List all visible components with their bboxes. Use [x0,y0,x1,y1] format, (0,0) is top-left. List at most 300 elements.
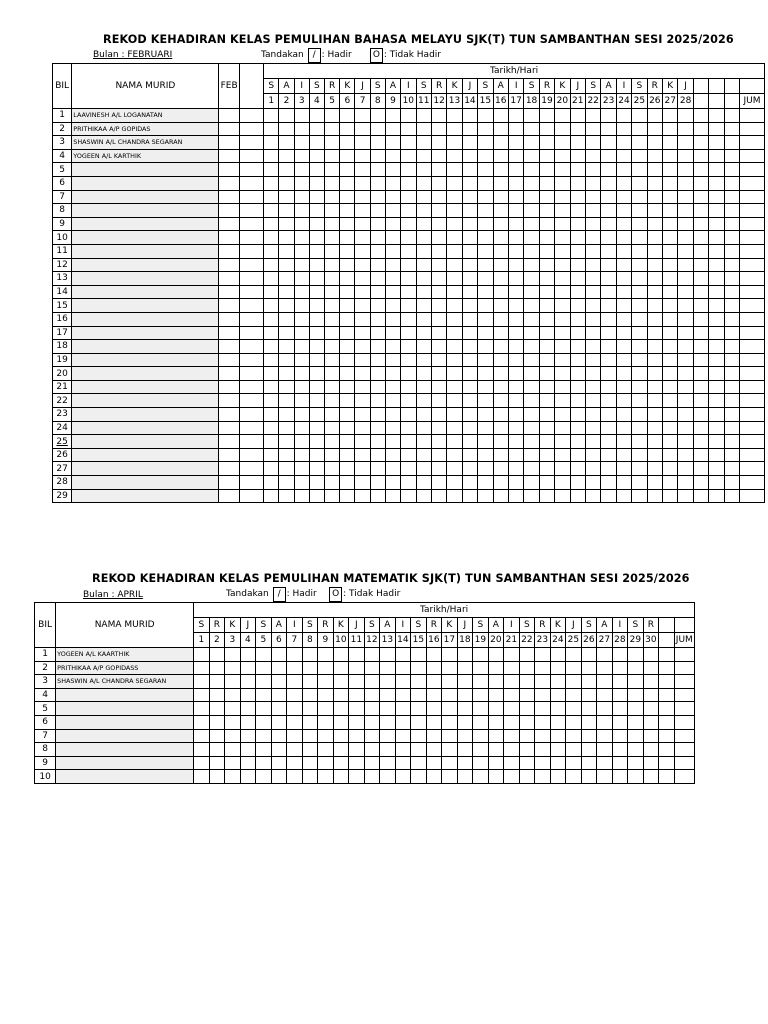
attendance-cell[interactable] [508,489,523,503]
attendance-cell[interactable] [678,244,693,258]
attendance-cell[interactable] [601,109,616,123]
attendance-cell[interactable] [401,163,416,177]
attendance-cell[interactable] [709,340,724,354]
attendance-cell[interactable] [370,285,385,299]
attendance-cell[interactable] [370,272,385,286]
attendance-cell[interactable] [431,435,446,449]
attendance-cell[interactable] [457,675,473,689]
attendance-cell[interactable] [539,285,554,299]
attendance-cell[interactable] [349,770,365,784]
attendance-cell[interactable] [401,394,416,408]
attendance-cell[interactable] [447,258,462,272]
attendance-cell[interactable] [628,661,644,675]
attendance-cell[interactable] [364,675,380,689]
attendance-cell[interactable] [632,190,647,204]
attendance-cell[interactable] [616,367,631,381]
attendance-cell[interactable] [693,408,708,422]
attendance-cell[interactable] [643,743,659,757]
attendance-cell[interactable] [550,715,566,729]
attendance-cell[interactable] [643,661,659,675]
attendance-cell[interactable] [570,380,585,394]
attendance-cell[interactable] [447,163,462,177]
attendance-cell[interactable] [395,688,411,702]
attendance-cell[interactable] [325,421,340,435]
attendance-cell[interactable] [628,702,644,716]
attendance-cell[interactable] [678,258,693,272]
attendance-cell[interactable] [225,702,241,716]
attendance-cell[interactable] [264,299,279,313]
attendance-cell[interactable] [294,489,309,503]
attendance-cell[interactable] [370,394,385,408]
attendance-cell[interactable] [693,244,708,258]
attendance-cell[interactable] [508,299,523,313]
attendance-cell[interactable] [616,353,631,367]
attendance-cell[interactable] [385,244,400,258]
attendance-cell[interactable] [612,702,628,716]
attendance-cell[interactable] [271,661,287,675]
attendance-cell[interactable] [524,326,539,340]
attendance-cell[interactable] [585,312,600,326]
attendance-cell[interactable] [632,353,647,367]
attendance-cell[interactable] [385,190,400,204]
attendance-cell[interactable] [401,353,416,367]
attendance-cell[interactable] [647,367,662,381]
attendance-cell[interactable] [294,231,309,245]
attendance-cell[interactable] [385,312,400,326]
attendance-cell[interactable] [264,462,279,476]
attendance-cell[interactable] [693,476,708,490]
attendance-cell[interactable] [566,715,582,729]
attendance-cell[interactable] [555,149,570,163]
attendance-cell[interactable] [612,688,628,702]
attendance-cell[interactable] [663,136,678,150]
attendance-cell[interactable] [240,702,256,716]
attendance-cell[interactable] [447,489,462,503]
attendance-cell[interactable] [647,340,662,354]
attendance-cell[interactable] [385,217,400,231]
attendance-cell[interactable] [535,675,551,689]
attendance-cell[interactable] [355,340,370,354]
attendance-cell[interactable] [385,109,400,123]
attendance-cell[interactable] [678,163,693,177]
attendance-cell[interactable] [264,136,279,150]
attendance-cell[interactable] [401,244,416,258]
attendance-cell[interactable] [539,340,554,354]
attendance-cell[interactable] [539,394,554,408]
attendance-cell[interactable] [601,435,616,449]
attendance-cell[interactable] [325,258,340,272]
attendance-cell[interactable] [678,408,693,422]
attendance-cell[interactable] [431,204,446,218]
attendance-cell[interactable] [524,136,539,150]
attendance-cell[interactable] [416,285,431,299]
attendance-cell[interactable] [539,163,554,177]
attendance-cell[interactable] [325,408,340,422]
attendance-cell[interactable] [678,109,693,123]
attendance-cell[interactable] [370,258,385,272]
attendance-cell[interactable] [462,258,477,272]
attendance-cell[interactable] [364,715,380,729]
attendance-cell[interactable] [442,675,458,689]
attendance-cell[interactable] [616,340,631,354]
attendance-cell[interactable] [663,231,678,245]
attendance-cell[interactable] [355,435,370,449]
attendance-cell[interactable] [302,756,318,770]
attendance-cell[interactable] [279,394,294,408]
attendance-cell[interactable] [279,476,294,490]
attendance-cell[interactable] [724,367,739,381]
attendance-cell[interactable] [493,163,508,177]
attendance-cell[interactable] [647,136,662,150]
attendance-cell[interactable] [488,770,504,784]
attendance-cell[interactable] [385,448,400,462]
attendance-cell[interactable] [493,448,508,462]
attendance-cell[interactable] [616,109,631,123]
attendance-cell[interactable] [478,353,493,367]
attendance-cell[interactable] [724,190,739,204]
attendance-cell[interactable] [370,149,385,163]
attendance-cell[interactable] [462,312,477,326]
attendance-cell[interactable] [643,756,659,770]
attendance-cell[interactable] [442,688,458,702]
attendance-cell[interactable] [539,217,554,231]
attendance-cell[interactable] [535,661,551,675]
attendance-cell[interactable] [462,190,477,204]
attendance-cell[interactable] [194,756,210,770]
attendance-cell[interactable] [279,109,294,123]
attendance-cell[interactable] [628,675,644,689]
attendance-cell[interactable] [279,312,294,326]
attendance-cell[interactable] [380,715,396,729]
attendance-cell[interactable] [519,743,535,757]
attendance-cell[interactable] [693,421,708,435]
attendance-cell[interactable] [508,258,523,272]
attendance-cell[interactable] [340,204,355,218]
attendance-cell[interactable] [678,149,693,163]
attendance-cell[interactable] [693,448,708,462]
attendance-cell[interactable] [478,462,493,476]
attendance-cell[interactable] [570,136,585,150]
attendance-cell[interactable] [570,299,585,313]
attendance-cell[interactable] [493,462,508,476]
attendance-cell[interactable] [385,122,400,136]
attendance-cell[interactable] [279,462,294,476]
attendance-cell[interactable] [385,462,400,476]
attendance-cell[interactable] [279,176,294,190]
attendance-cell[interactable] [462,272,477,286]
attendance-cell[interactable] [287,770,303,784]
attendance-cell[interactable] [616,380,631,394]
attendance-cell[interactable] [524,380,539,394]
attendance-cell[interactable] [416,204,431,218]
attendance-cell[interactable] [504,675,520,689]
attendance-cell[interactable] [447,326,462,340]
attendance-cell[interactable] [473,661,489,675]
attendance-cell[interactable] [309,340,324,354]
attendance-cell[interactable] [678,448,693,462]
attendance-cell[interactable] [539,408,554,422]
attendance-cell[interactable] [287,729,303,743]
attendance-cell[interactable] [647,380,662,394]
attendance-cell[interactable] [271,729,287,743]
attendance-cell[interactable] [478,190,493,204]
attendance-cell[interactable] [355,163,370,177]
attendance-cell[interactable] [693,122,708,136]
attendance-cell[interactable] [493,380,508,394]
attendance-cell[interactable] [632,176,647,190]
attendance-cell[interactable] [426,648,442,662]
attendance-cell[interactable] [570,353,585,367]
attendance-cell[interactable] [264,326,279,340]
attendance-cell[interactable] [709,312,724,326]
attendance-cell[interactable] [294,312,309,326]
attendance-cell[interactable] [632,312,647,326]
attendance-cell[interactable] [325,476,340,490]
attendance-cell[interactable] [411,715,427,729]
attendance-cell[interactable] [524,353,539,367]
attendance-cell[interactable] [355,489,370,503]
attendance-cell[interactable] [724,312,739,326]
attendance-cell[interactable] [401,408,416,422]
attendance-cell[interactable] [539,448,554,462]
attendance-cell[interactable] [473,729,489,743]
attendance-cell[interactable] [302,648,318,662]
attendance-cell[interactable] [659,675,675,689]
attendance-cell[interactable] [616,217,631,231]
attendance-cell[interactable] [612,756,628,770]
attendance-cell[interactable] [287,743,303,757]
attendance-cell[interactable] [271,648,287,662]
attendance-cell[interactable] [431,149,446,163]
attendance-cell[interactable] [380,688,396,702]
attendance-cell[interactable] [659,743,675,757]
attendance-cell[interactable] [340,408,355,422]
attendance-cell[interactable] [309,476,324,490]
attendance-cell[interactable] [493,122,508,136]
attendance-cell[interactable] [663,408,678,422]
attendance-cell[interactable] [462,136,477,150]
attendance-cell[interactable] [349,661,365,675]
attendance-cell[interactable] [349,743,365,757]
attendance-cell[interactable] [294,109,309,123]
attendance-cell[interactable] [370,244,385,258]
attendance-cell[interactable] [555,176,570,190]
attendance-cell[interactable] [508,340,523,354]
attendance-cell[interactable] [478,149,493,163]
attendance-cell[interactable] [570,176,585,190]
attendance-cell[interactable] [194,702,210,716]
attendance-cell[interactable] [426,715,442,729]
attendance-cell[interactable] [570,394,585,408]
attendance-cell[interactable] [678,231,693,245]
attendance-cell[interactable] [539,367,554,381]
attendance-cell[interactable] [325,272,340,286]
attendance-cell[interactable] [370,353,385,367]
attendance-cell[interactable] [431,231,446,245]
attendance-cell[interactable] [225,648,241,662]
attendance-cell[interactable] [194,770,210,784]
attendance-cell[interactable] [647,176,662,190]
attendance-cell[interactable] [709,367,724,381]
attendance-cell[interactable] [355,136,370,150]
attendance-cell[interactable] [380,743,396,757]
attendance-cell[interactable] [550,729,566,743]
attendance-cell[interactable] [508,435,523,449]
attendance-cell[interactable] [240,729,256,743]
attendance-cell[interactable] [724,326,739,340]
attendance-cell[interactable] [597,743,613,757]
attendance-cell[interactable] [411,770,427,784]
attendance-cell[interactable] [264,176,279,190]
attendance-cell[interactable] [385,231,400,245]
attendance-cell[interactable] [678,421,693,435]
attendance-cell[interactable] [309,380,324,394]
attendance-cell[interactable] [612,648,628,662]
attendance-cell[interactable] [240,770,256,784]
attendance-cell[interactable] [447,285,462,299]
attendance-cell[interactable] [601,367,616,381]
attendance-cell[interactable] [431,272,446,286]
attendance-cell[interactable] [442,756,458,770]
attendance-cell[interactable] [524,489,539,503]
attendance-cell[interactable] [493,299,508,313]
attendance-cell[interactable] [462,176,477,190]
attendance-cell[interactable] [508,408,523,422]
attendance-cell[interactable] [309,285,324,299]
attendance-cell[interactable] [309,231,324,245]
attendance-cell[interactable] [355,122,370,136]
attendance-cell[interactable] [333,729,349,743]
attendance-cell[interactable] [325,340,340,354]
attendance-cell[interactable] [370,163,385,177]
attendance-cell[interactable] [416,380,431,394]
attendance-cell[interactable] [612,729,628,743]
attendance-cell[interactable] [632,462,647,476]
attendance-cell[interactable] [504,715,520,729]
attendance-cell[interactable] [194,661,210,675]
attendance-cell[interactable] [279,408,294,422]
attendance-cell[interactable] [426,702,442,716]
attendance-cell[interactable] [709,176,724,190]
attendance-cell[interactable] [401,204,416,218]
attendance-cell[interactable] [209,688,225,702]
attendance-cell[interactable] [340,312,355,326]
attendance-cell[interactable] [325,299,340,313]
attendance-cell[interactable] [555,312,570,326]
attendance-cell[interactable] [632,326,647,340]
attendance-cell[interactable] [663,149,678,163]
attendance-cell[interactable] [550,770,566,784]
attendance-cell[interactable] [302,702,318,716]
attendance-cell[interactable] [678,380,693,394]
attendance-cell[interactable] [318,756,334,770]
attendance-cell[interactable] [264,435,279,449]
attendance-cell[interactable] [340,163,355,177]
attendance-cell[interactable] [519,702,535,716]
attendance-cell[interactable] [628,715,644,729]
attendance-cell[interactable] [709,109,724,123]
attendance-cell[interactable] [493,367,508,381]
attendance-cell[interactable] [570,435,585,449]
attendance-cell[interactable] [370,231,385,245]
attendance-cell[interactable] [333,675,349,689]
attendance-cell[interactable] [724,380,739,394]
attendance-cell[interactable] [493,244,508,258]
attendance-cell[interactable] [426,675,442,689]
attendance-cell[interactable] [508,190,523,204]
attendance-cell[interactable] [370,190,385,204]
attendance-cell[interactable] [462,299,477,313]
attendance-cell[interactable] [264,312,279,326]
attendance-cell[interactable] [570,109,585,123]
attendance-cell[interactable] [416,244,431,258]
attendance-cell[interactable] [508,285,523,299]
attendance-cell[interactable] [709,435,724,449]
attendance-cell[interactable] [395,702,411,716]
attendance-cell[interactable] [555,367,570,381]
attendance-cell[interactable] [585,285,600,299]
attendance-cell[interactable] [693,326,708,340]
attendance-cell[interactable] [462,353,477,367]
attendance-cell[interactable] [411,675,427,689]
attendance-cell[interactable] [597,702,613,716]
attendance-cell[interactable] [416,176,431,190]
attendance-cell[interactable] [309,176,324,190]
attendance-cell[interactable] [355,367,370,381]
attendance-cell[interactable] [709,217,724,231]
attendance-cell[interactable] [539,380,554,394]
attendance-cell[interactable] [659,729,675,743]
attendance-cell[interactable] [581,648,597,662]
attendance-cell[interactable] [508,136,523,150]
attendance-cell[interactable] [325,122,340,136]
attendance-cell[interactable] [709,244,724,258]
attendance-cell[interactable] [724,421,739,435]
attendance-cell[interactable] [225,756,241,770]
attendance-cell[interactable] [616,489,631,503]
attendance-cell[interactable] [256,715,272,729]
attendance-cell[interactable] [462,285,477,299]
attendance-cell[interactable] [616,435,631,449]
attendance-cell[interactable] [340,367,355,381]
attendance-cell[interactable] [416,340,431,354]
attendance-cell[interactable] [597,688,613,702]
attendance-cell[interactable] [209,715,225,729]
attendance-cell[interactable] [647,163,662,177]
attendance-cell[interactable] [462,244,477,258]
attendance-cell[interactable] [355,109,370,123]
attendance-cell[interactable] [647,272,662,286]
attendance-cell[interactable] [659,715,675,729]
attendance-cell[interactable] [493,353,508,367]
attendance-cell[interactable] [663,285,678,299]
attendance-cell[interactable] [632,476,647,490]
attendance-cell[interactable] [355,176,370,190]
attendance-cell[interactable] [693,489,708,503]
attendance-cell[interactable] [416,476,431,490]
attendance-cell[interactable] [566,675,582,689]
attendance-cell[interactable] [447,421,462,435]
attendance-cell[interactable] [628,648,644,662]
attendance-cell[interactable] [632,231,647,245]
attendance-cell[interactable] [632,380,647,394]
attendance-cell[interactable] [724,462,739,476]
attendance-cell[interactable] [287,702,303,716]
attendance-cell[interactable] [616,272,631,286]
attendance-cell[interactable] [462,204,477,218]
attendance-cell[interactable] [462,462,477,476]
attendance-cell[interactable] [616,136,631,150]
